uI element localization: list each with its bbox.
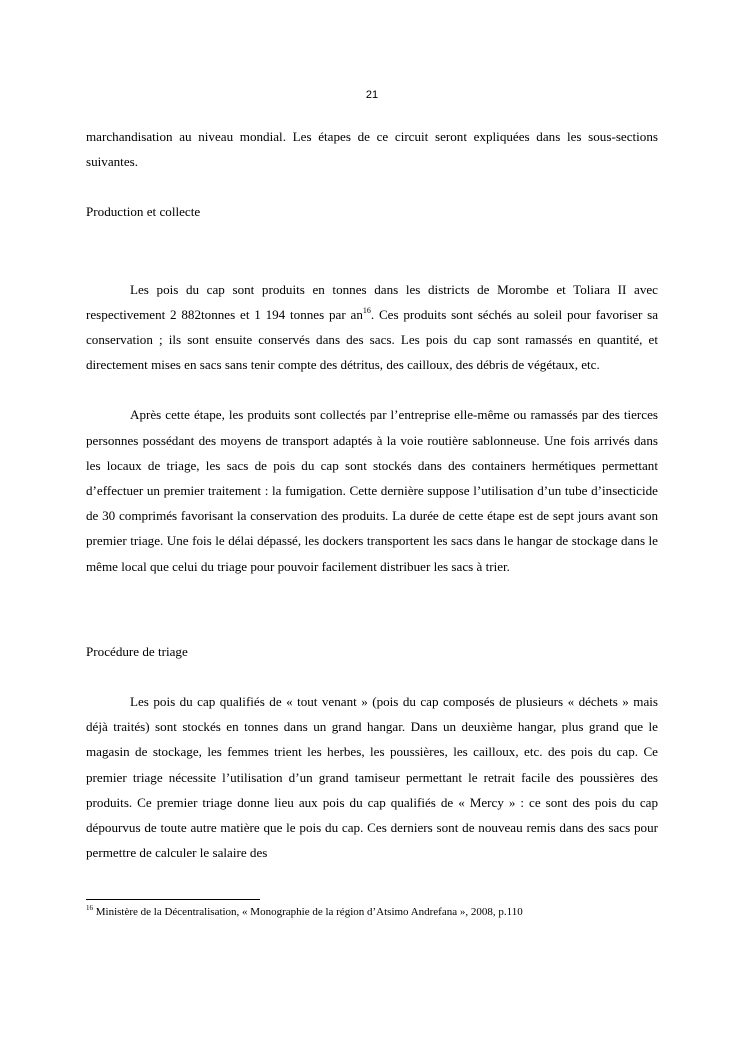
document-body	[86, 124, 658, 865]
footnote-number: 16	[86, 904, 93, 912]
paragraph-production	[86, 277, 658, 378]
footnote-reference[interactable]: 16	[362, 305, 371, 315]
section-heading-production: Production et collecte	[86, 204, 201, 220]
paragraph-production-text-start: Les pois du cap sont produits en tonnes dans les districts de Morombe et Toliara II avec respectivement 2 882tonnes et 1 194 tonnes par an	[86, 281, 658, 322]
paragraph-production-text-end: . Ces produits sont séchés au soleil pour favoriser sa conservation ; ils sont ensuite conservés dans des sacs. Les pois du cap sont ramassés en quantité, et directement mises en sacs sans tenir compte des détritus, des cailloux, des débris de végétaux, etc.	[86, 306, 659, 373]
footnote	[86, 905, 666, 919]
paragraph-triage: Les pois du cap qualifiés de « tout venant » (pois du cap composés de plusieurs « déchets » mais déjà traités) sont stockés en tonnes dans un grand hangar. Dans un deuxième hangar, plus grand que le magasin de stockage, les femmes trient les herbes, les poussières, les cailloux, etc. des pois du cap. Ce premier triage nécessite l’utilisation d’un grand tamiseur permettant le retrait facile des poussières des produits. Ce premier triage donne lieu aux pois du cap qualifiés de « Mercy » : ce sont des pois du cap dépourvus de toute autre matière que le pois du cap. Ces derniers sont de nouveau remis dans des sacs pour permettre de calculer le salaire des	[86, 694, 658, 861]
page-number: 21	[365, 89, 379, 101]
paragraph-collecte: Après cette étape, les produits sont collectés par l’entreprise elle-même ou ramassés par des tierces personnes possédant des moyens de transport adaptés à la voie routière sablonneuse. Une fois arrivés dans les locaux de triage, les sacs de pois du cap sont stockés dans des containers hermétiques permettant d’effectuer un premier traitement : la fumigation. Cette dernière suppose l’utilisation d’un tube d’insecticide de 30 comprimés favorisant la conservation des produits. La durée de cette étape est de sept jours avant son premier triage. Une fois le délai dépassé, les dockers transportent les sacs dans le hangar de stockage dans le même local que celui du triage pour pouvoir facilement distribuer les sacs à trier.	[86, 407, 658, 574]
paragraph-continuation: marchandisation au niveau mondial. Les étapes de ce circuit seront expliquées dans les sous-sections suivantes.	[86, 129, 658, 170]
section-heading-triage: Procédure de triage	[86, 643, 188, 659]
footnote-text: Ministère de la Décentralisation, « Monographie de la région d’Atsimo Andrefana », 2008, p.110	[93, 906, 523, 918]
footnote-separator	[86, 899, 260, 900]
